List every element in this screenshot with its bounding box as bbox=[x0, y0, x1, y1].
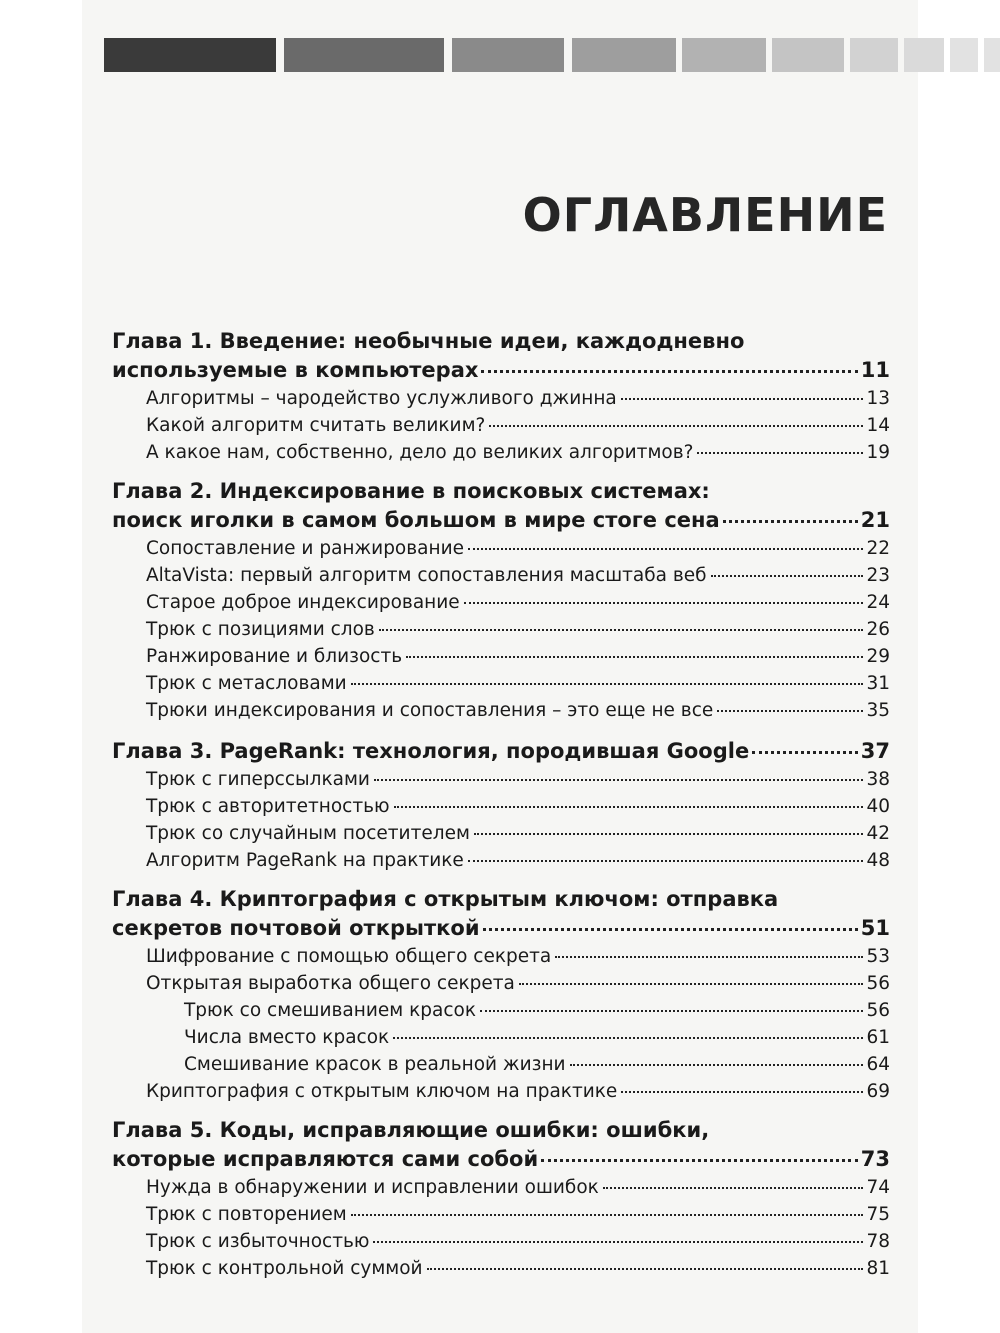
toc-entry-title: Старое доброе индексирование bbox=[146, 592, 460, 613]
toc-entry[interactable] bbox=[112, 385, 890, 412]
dot-leader bbox=[603, 1187, 864, 1189]
toc-entry-page-number: 53 bbox=[866, 946, 890, 967]
toc-entry-page-number: 69 bbox=[866, 1081, 890, 1102]
toc-entry[interactable] bbox=[112, 697, 890, 724]
toc-entry[interactable] bbox=[112, 1024, 890, 1051]
toc-entry-title: Трюк с позициями слов bbox=[146, 619, 375, 640]
chapter-title-row[interactable] bbox=[112, 736, 890, 766]
toc-entry-title: Трюк с авторитетностью bbox=[146, 796, 390, 817]
toc-entry-page-number: 74 bbox=[866, 1177, 890, 1198]
toc-entry[interactable] bbox=[112, 1174, 890, 1201]
toc-entry[interactable] bbox=[112, 589, 890, 616]
toc-entry[interactable] bbox=[112, 670, 890, 697]
dot-leader bbox=[570, 1064, 864, 1066]
toc-entry[interactable] bbox=[112, 1078, 890, 1105]
toc-entry-title: Трюк с контрольной суммой bbox=[146, 1258, 423, 1279]
chapter-page-number: 51 bbox=[860, 916, 890, 940]
header-stripe bbox=[904, 38, 944, 72]
toc-entry[interactable] bbox=[112, 562, 890, 589]
toc-entry-page-number: 13 bbox=[866, 388, 890, 409]
header-stripe bbox=[850, 38, 898, 72]
toc-entry-title: Смешивание красок в реальной жизни bbox=[184, 1054, 566, 1075]
chapter-title: Глава 2. Индексирование в поисковых системах: bbox=[112, 479, 710, 503]
dot-leader bbox=[711, 575, 864, 577]
dot-leader bbox=[481, 370, 857, 373]
chapter-title-row[interactable] bbox=[112, 505, 890, 535]
header-stripe bbox=[950, 38, 978, 72]
chapter-title: Глава 1. Введение: необычные идеи, каждодневно bbox=[112, 329, 745, 353]
toc-entry[interactable] bbox=[112, 820, 890, 847]
toc-entry[interactable] bbox=[112, 439, 890, 466]
toc-entry[interactable] bbox=[112, 412, 890, 439]
toc-entry-title: Трюк со смешиванием красок bbox=[184, 1000, 476, 1021]
dot-leader bbox=[555, 956, 863, 958]
toc-entry-page-number: 31 bbox=[866, 673, 890, 694]
dot-leader bbox=[480, 1010, 863, 1012]
dot-leader bbox=[697, 452, 863, 454]
toc-entry[interactable] bbox=[112, 997, 890, 1024]
toc-entry-page-number: 75 bbox=[866, 1204, 890, 1225]
toc-entry[interactable] bbox=[112, 943, 890, 970]
toc-entry-page-number: 29 bbox=[866, 646, 890, 667]
toc-entry-page-number: 24 bbox=[866, 592, 890, 613]
toc-entry-title: А какое нам, собственно, дело до великих алгоритмов? bbox=[146, 442, 694, 463]
toc-entry[interactable] bbox=[112, 643, 890, 670]
dot-leader bbox=[379, 629, 864, 631]
toc-entry-title: Трюки индексирования и сопоставления – это еще не все bbox=[146, 700, 714, 721]
dot-leader bbox=[351, 1214, 864, 1216]
toc-entry-page-number: 61 bbox=[866, 1027, 890, 1048]
dot-leader bbox=[351, 683, 864, 685]
header-stripe bbox=[572, 38, 676, 72]
toc-entry-page-number: 22 bbox=[866, 538, 890, 559]
toc-entry-title: Криптография с открытым ключом на практике bbox=[146, 1081, 618, 1102]
chapter-title-text: секретов почтовой открыткой bbox=[112, 916, 480, 940]
toc-entry-page-number: 64 bbox=[866, 1054, 890, 1075]
toc-entry[interactable] bbox=[112, 535, 890, 562]
toc-entry[interactable] bbox=[112, 1051, 890, 1078]
dot-leader bbox=[468, 548, 863, 550]
chapter-title: Глава 5. Коды, исправляющие ошибки: ошибки, bbox=[112, 1118, 710, 1142]
dot-leader bbox=[373, 1241, 863, 1243]
toc-entry[interactable] bbox=[112, 793, 890, 820]
toc-entry[interactable] bbox=[112, 1228, 890, 1255]
dot-leader bbox=[427, 1268, 864, 1270]
header-stripe bbox=[104, 38, 276, 72]
table-of-contents bbox=[112, 328, 890, 1294]
header-stripe bbox=[452, 38, 564, 72]
toc-entry-page-number: 56 bbox=[866, 1000, 890, 1021]
toc-entry-title: AltaVista: первый алгоритм сопоставления масштаба веб bbox=[146, 565, 707, 586]
dot-leader bbox=[394, 806, 864, 808]
chapter-page-number: 37 bbox=[860, 739, 890, 763]
page-title: ОГЛАВЛЕНИЕ bbox=[522, 188, 888, 242]
header-stripe-bar bbox=[104, 38, 890, 72]
chapter-title-text: поиск иголки в самом большом в мире стоге сена bbox=[112, 508, 720, 532]
toc-entry-title: Какой алгоритм считать великим? bbox=[146, 415, 486, 436]
dot-leader bbox=[374, 779, 864, 781]
toc-entry[interactable] bbox=[112, 970, 890, 997]
dot-leader bbox=[393, 1037, 863, 1039]
dot-leader bbox=[752, 751, 858, 754]
toc-entry[interactable] bbox=[112, 847, 890, 874]
chapter-title-row[interactable] bbox=[112, 1144, 890, 1174]
toc-entry-page-number: 56 bbox=[866, 973, 890, 994]
chapter-title-text: которые исправляются сами собой bbox=[112, 1147, 539, 1171]
chapter-page-number: 11 bbox=[860, 358, 890, 382]
header-stripe bbox=[682, 38, 766, 72]
chapter-block bbox=[112, 1117, 890, 1282]
header-stripe bbox=[984, 38, 1000, 72]
dot-leader bbox=[489, 425, 863, 427]
dot-leader bbox=[621, 1091, 863, 1093]
toc-entry-page-number: 23 bbox=[866, 565, 890, 586]
chapter-block bbox=[112, 478, 890, 724]
chapter-page-number: 73 bbox=[860, 1147, 890, 1171]
toc-entry-title: Трюк с метасловами bbox=[146, 673, 347, 694]
toc-entry-page-number: 78 bbox=[866, 1231, 890, 1252]
header-stripe bbox=[772, 38, 844, 72]
dot-leader bbox=[406, 656, 863, 658]
chapter-block bbox=[112, 736, 890, 874]
toc-entry-page-number: 38 bbox=[866, 769, 890, 790]
toc-entry-page-number: 35 bbox=[866, 700, 890, 721]
toc-entry-title: Нужда в обнаружении и исправлении ошибок bbox=[146, 1177, 599, 1198]
toc-entry-title: Трюк с избыточностью bbox=[146, 1231, 370, 1252]
dot-leader bbox=[464, 602, 864, 604]
dot-leader bbox=[723, 520, 858, 523]
dot-leader bbox=[541, 1159, 858, 1162]
toc-entry[interactable] bbox=[112, 766, 890, 793]
chapter-page-number: 21 bbox=[860, 508, 890, 532]
toc-entry-title: Трюк с гиперссылками bbox=[146, 769, 370, 790]
header-stripe bbox=[284, 38, 444, 72]
toc-entry-page-number: 19 bbox=[866, 442, 890, 463]
chapter-title-row[interactable] bbox=[112, 913, 890, 943]
chapter-block bbox=[112, 886, 890, 1105]
toc-entry-title: Открытая выработка общего секрета bbox=[146, 973, 515, 994]
toc-entry-title: Сопоставление и ранжирование bbox=[146, 538, 464, 559]
chapter-title: Глава 4. Криптография с открытым ключом: отправка bbox=[112, 887, 779, 911]
toc-entry-page-number: 40 bbox=[866, 796, 890, 817]
toc-entry-page-number: 42 bbox=[866, 823, 890, 844]
chapter-title-row[interactable] bbox=[112, 355, 890, 385]
toc-entry-title: Ранжирование и близость bbox=[146, 646, 403, 667]
toc-entry-title: Алгоритм PageRank на практике bbox=[146, 850, 464, 871]
dot-leader bbox=[519, 983, 864, 985]
dot-leader bbox=[621, 398, 864, 400]
toc-entry-page-number: 14 bbox=[866, 415, 890, 436]
dot-leader bbox=[483, 928, 858, 931]
dot-leader bbox=[717, 710, 863, 712]
toc-entry[interactable] bbox=[112, 1255, 890, 1282]
dot-leader bbox=[474, 833, 864, 835]
toc-entry-page-number: 26 bbox=[866, 619, 890, 640]
toc-entry-page-number: 48 bbox=[866, 850, 890, 871]
toc-entry[interactable] bbox=[112, 1201, 890, 1228]
chapter-title-text: Глава 3. PageRank: технология, породившая Google bbox=[112, 739, 750, 763]
toc-entry-page-number: 81 bbox=[866, 1258, 890, 1279]
toc-entry-title: Числа вместо красок bbox=[184, 1027, 390, 1048]
toc-entry[interactable] bbox=[112, 616, 890, 643]
chapter-block bbox=[112, 328, 890, 466]
dot-leader bbox=[468, 860, 864, 862]
toc-entry-title: Алгоритмы – чародейство услужливого джинна bbox=[146, 388, 617, 409]
toc-entry-title: Трюк с повторением bbox=[146, 1204, 347, 1225]
toc-entry-title: Трюк со случайным посетителем bbox=[146, 823, 470, 844]
chapter-title-text: используемые в компьютерах bbox=[112, 358, 479, 382]
toc-entry-title: Шифрование с помощью общего секрета bbox=[146, 946, 552, 967]
